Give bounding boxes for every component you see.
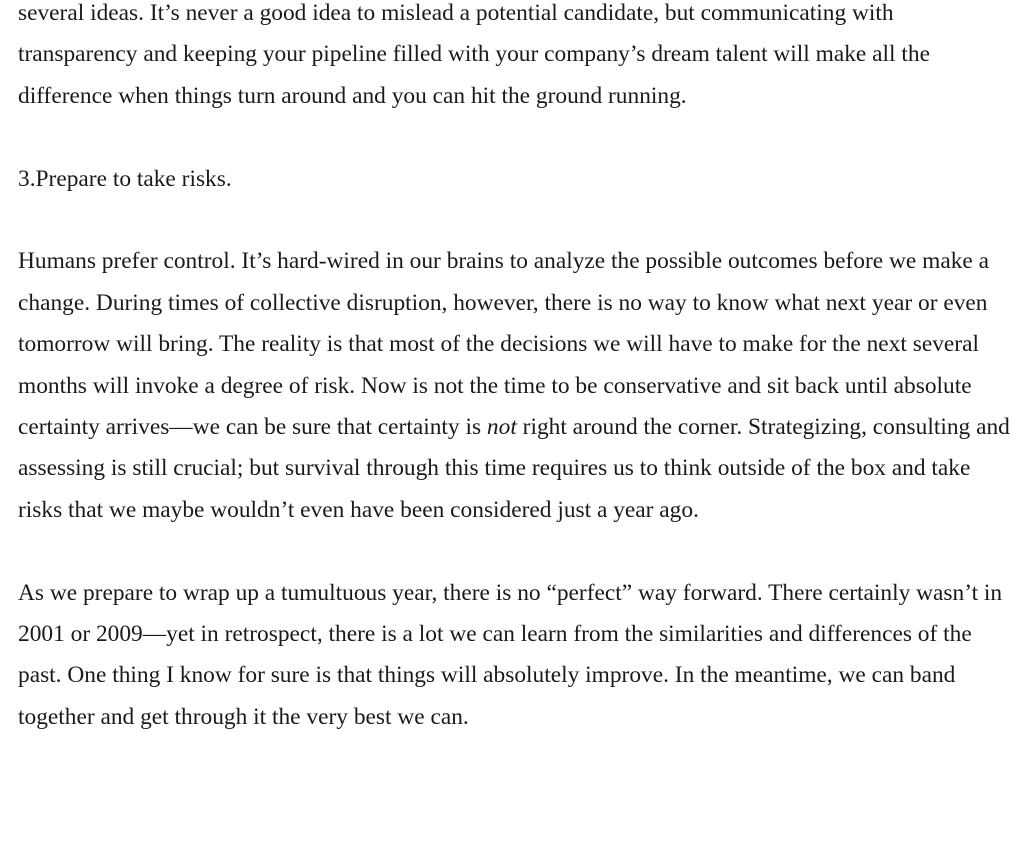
paragraph-risks-text-start: Humans prefer control. It’s hard-wired in our brains to analyze the possible outcomes before we make a change. During times of collective disruption, however, there is no way to know what next year or even tomorrow will bring. The reality is that most of the decisions we will have to make for the next several months will invoke a degree of risk. Now is not the time to be conservative and sit back until absolute certainty arrives—we can be sure that certainty is bbox=[18, 248, 990, 441]
paragraph-conclusion: As we prepare to wrap up a tumultuous year, there is no “perfect” way forward. There certainly wasn’t in 2001 or 2009—yet in retrospect, there is a lot we can learn from the similarities and differences of the past. One thing I know for sure is that things will absolutely improve. In the meantime, we can band together and get through it the very best we can. bbox=[18, 579, 1003, 730]
paragraph-risks bbox=[18, 241, 1016, 531]
paragraph-risks-text-end: right around the corner. Strategizing, consulting and assessing is still crucial; but survival through this time requires us to think outside of the box and take risks that we maybe wouldn’t even have been considered just a year ago. bbox=[18, 414, 1010, 523]
article-body bbox=[18, 0, 1016, 780]
paragraph-intro: several ideas. It’s never a good idea to mislead a potential candidate, but communicating with transparency and keeping your pipeline filled with your company’s dream talent will make all the difference when things turn around and you can hit the ground running. bbox=[18, 0, 930, 109]
section-heading-prepare-to-take-risks: 3.Prepare to take risks. bbox=[18, 165, 232, 192]
emphasis-not: not bbox=[486, 414, 517, 441]
